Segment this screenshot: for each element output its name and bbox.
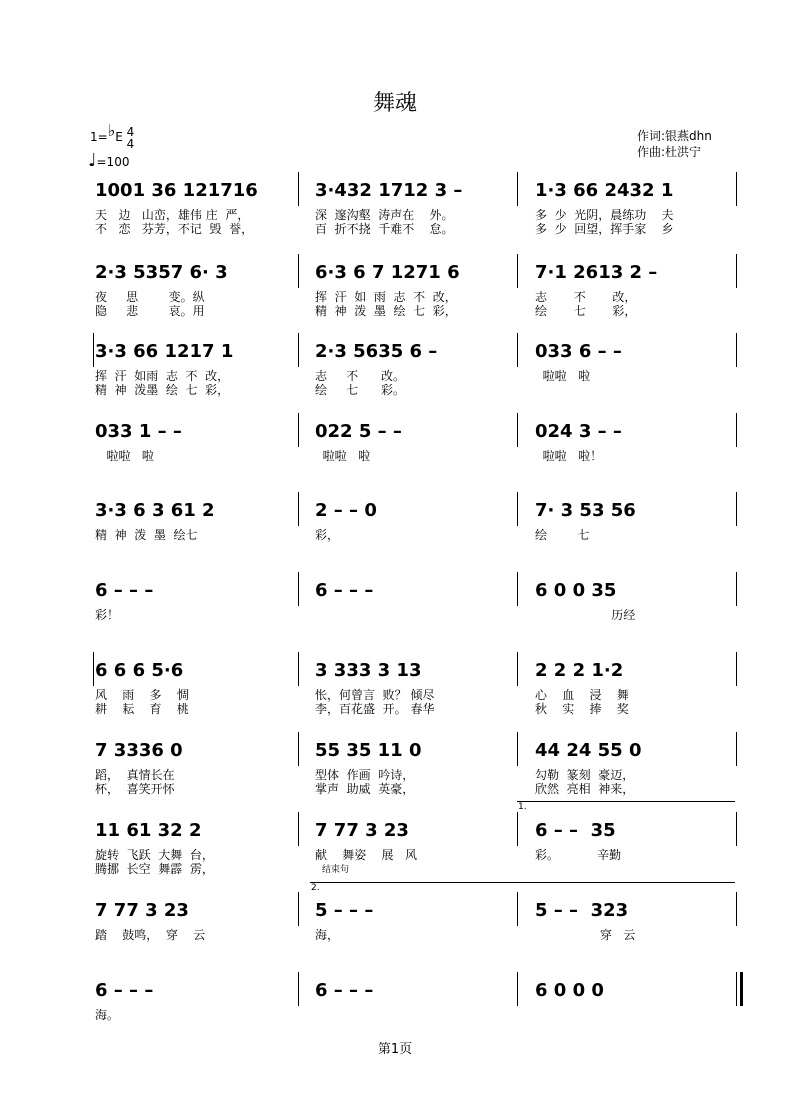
barline [736, 892, 737, 926]
ending-1-label: 1. [518, 802, 527, 812]
lyric-line-2: 精 神 泼 墨 绘 七 彩， [315, 304, 457, 318]
lyric-line-1: 精 神 泼 墨 绘七 [95, 528, 198, 542]
measure-notes: 6 0 0 35 [535, 580, 617, 601]
measure-notes: 5 – – – [315, 900, 374, 921]
measure-notes: 55 35 11 0 [315, 740, 422, 761]
lyric-line-2: 多 少 回望，挥手家 乡 [535, 222, 674, 236]
barline [517, 492, 518, 526]
tempo-marking [88, 150, 129, 171]
barline [298, 732, 299, 766]
barline [517, 413, 518, 447]
lyric-line-1: 穿 云 [535, 928, 636, 942]
measure-notes: 2·3 5357 6· 3 [95, 262, 228, 283]
measure-notes: 3·3 66 1217 1 [95, 341, 234, 362]
lyric-line-1: 蹈， 真情长在 [95, 768, 175, 782]
lyric-line-1: 怅，何曾言 败？ 倾尽 [315, 688, 435, 702]
measure-notes: 7 77 3 23 [315, 820, 409, 841]
barline [517, 254, 518, 288]
ending-2-label: 2. [311, 883, 320, 893]
barline [517, 172, 518, 206]
measure-notes: 6 – – 35 [535, 820, 616, 841]
barline [736, 732, 737, 766]
lyric-line-1: 历经 [535, 608, 636, 622]
lyric-line-2: 欣然 亮相 神来， [535, 782, 635, 796]
barline [298, 254, 299, 288]
barline [298, 972, 299, 1006]
lyric-line-2: 腾挪 长空 舞霹 雳， [95, 862, 214, 876]
barline [298, 572, 299, 606]
measure-notes: 6 – – – [315, 980, 374, 1001]
final-barline [740, 972, 743, 1006]
measure-notes: 6 – – – [95, 580, 154, 601]
lyric-line-1: 踏 鼓鸣， 穿 云 [95, 928, 206, 942]
lyric-line-2: 绘 七 彩， [535, 304, 637, 318]
time-signature [127, 126, 135, 150]
barline [736, 333, 737, 367]
measure-notes: 6 6 6 5·6 [95, 660, 184, 681]
measure-notes: 7 77 3 23 [95, 900, 189, 921]
coda-note: 结束句 [322, 865, 350, 875]
lyric-line-2: 隐 悲 哀。用 [95, 304, 205, 318]
barline [736, 492, 737, 526]
barline [93, 333, 94, 367]
key-prefix: 1= [90, 130, 108, 144]
barline [736, 413, 737, 447]
measure-notes: 033 6 – – [535, 341, 622, 362]
barline [298, 492, 299, 526]
lyric-line-1: 志 不 改。 [315, 369, 405, 383]
measure-notes: 6 – – – [95, 980, 154, 1001]
lyric-line-2: 秋 实 捧 奖 [535, 702, 629, 716]
measure-notes: 1001 36 121716 [95, 180, 258, 201]
key-signature [90, 121, 135, 151]
barline [298, 333, 299, 367]
meter-top: 4 [126, 124, 135, 139]
lyric-line-1: 挥 汗 如雨 志 不 改， [95, 369, 230, 383]
measure-notes: 44 24 55 0 [535, 740, 642, 761]
barline [736, 652, 737, 686]
lyric-line-2: 精 神 泼墨 绘 七 彩， [95, 383, 230, 397]
lyric-line-1: 啦啦 啦 [95, 449, 154, 463]
barline [517, 892, 518, 926]
lyric-line-1: 彩！ [95, 608, 120, 622]
barline [736, 254, 737, 288]
barline [736, 172, 737, 206]
song-title: 舞魂 [372, 91, 417, 116]
lyric-line-1: 绘 七 [535, 528, 590, 542]
credits [637, 128, 712, 160]
measure-notes: 033 1 – – [95, 421, 182, 442]
lyric-line-1: 夜 思 变。纵 [95, 290, 205, 304]
measure-notes: 5 – – 323 [535, 900, 629, 921]
measure-notes: 024 3 – – [535, 421, 622, 442]
measure-notes: 2·3 5635 6 – [315, 341, 438, 362]
measure-notes: 3·432 1712 3 – [315, 180, 463, 201]
lyricist: 作词:银燕dhn [637, 129, 712, 143]
measure-notes: 022 5 – – [315, 421, 402, 442]
lyric-line-1: 天 边 山峦，雄伟 庄 严， [95, 208, 250, 222]
meter-bottom: 4 [126, 136, 135, 151]
barline [298, 812, 299, 846]
ending-bracket-2 [310, 882, 735, 883]
barline [517, 972, 518, 1006]
lyric-line-1: 旋转 飞跃 大舞 台， [95, 848, 214, 862]
lyric-line-2: 不 恋 芬芳，不记 毁 誉， [95, 222, 254, 236]
measure-notes: 6 0 0 0 [535, 980, 604, 1001]
lyric-line-1: 献 舞姿 展 风 [315, 848, 417, 862]
lyric-line-1: 风 雨 多 惆 [95, 688, 189, 702]
measure-notes: 2 2 2 1·2 [535, 660, 624, 681]
measure-notes: 7·1 2613 2 – [535, 262, 658, 283]
ending-bracket-1 [517, 801, 735, 802]
lyric-line-1: 型体 作画 吟诗， [315, 768, 415, 782]
lyric-line-1: 挥 汗 如 雨 志 不 改， [315, 290, 457, 304]
lyric-line-1: 海。 [95, 1008, 120, 1022]
lyric-line-2: 百 折不挠 千难不 怠。 [315, 222, 454, 236]
quarter-note-icon: ♩ [88, 150, 97, 171]
barline [298, 413, 299, 447]
tempo-value: =100 [96, 155, 130, 169]
measure-notes: 1·3 66 2432 1 [535, 180, 674, 201]
barline [517, 572, 518, 606]
lyric-line-2: 耕 耘 育 桃 [95, 702, 189, 716]
lyric-line-1: 彩， [315, 528, 340, 542]
lyric-line-1: 志 不 改， [535, 290, 637, 304]
lyric-line-1: 心 血 浸 舞 [535, 688, 629, 702]
barline [298, 652, 299, 686]
measure-notes: 7 3336 0 [95, 740, 183, 761]
composer: 作曲:杜洪宁 [637, 145, 702, 159]
lyric-line-1: 深 邃沟壑 涛声在 外。 [315, 208, 454, 222]
key-note: E [115, 130, 123, 144]
lyric-line-1: 海， [315, 928, 340, 942]
lyric-line-2: 李，百花盛 开。 春华 [315, 702, 435, 716]
lyric-line-1: 啦啦 啦！ [535, 449, 603, 463]
barline [93, 652, 94, 686]
measure-notes: 3·3 6 3 61 2 [95, 500, 215, 521]
lyric-line-2: 掌声 助威 英豪， [315, 782, 415, 796]
barline [736, 812, 737, 846]
lyric-line-1: 啦啦 啦 [315, 449, 371, 463]
barline [517, 732, 518, 766]
barline [298, 172, 299, 206]
lyric-line-2: 绘 七 彩。 [315, 383, 405, 397]
lyric-line-1: 啦啦 啦 [535, 369, 591, 383]
measure-notes: 6·3 6 7 1271 6 [315, 262, 460, 283]
measure-notes: 6 – – – [315, 580, 374, 601]
measure-notes: 11 61 32 2 [95, 820, 202, 841]
barline [298, 892, 299, 926]
barline [517, 652, 518, 686]
measure-notes: 3 333 3 13 [315, 660, 422, 681]
lyric-line-1: 彩。 辛勤 [535, 848, 622, 862]
flat-symbol: ♭ [107, 121, 116, 140]
barline [736, 972, 737, 1006]
lyric-line-1: 多 少 光阴，晨练功 夫 [535, 208, 674, 222]
lyric-line-1: 勾勒 篆刻 豪迈， [535, 768, 635, 782]
barline [517, 812, 518, 846]
page-number: 第1页 [377, 1042, 413, 1057]
measure-notes: 2 – – 0 [315, 500, 377, 521]
barline [517, 333, 518, 367]
barline [736, 572, 737, 606]
measure-notes: 7· 3 53 56 [535, 500, 636, 521]
lyric-line-2: 杯， 喜笑开怀 [95, 782, 175, 796]
